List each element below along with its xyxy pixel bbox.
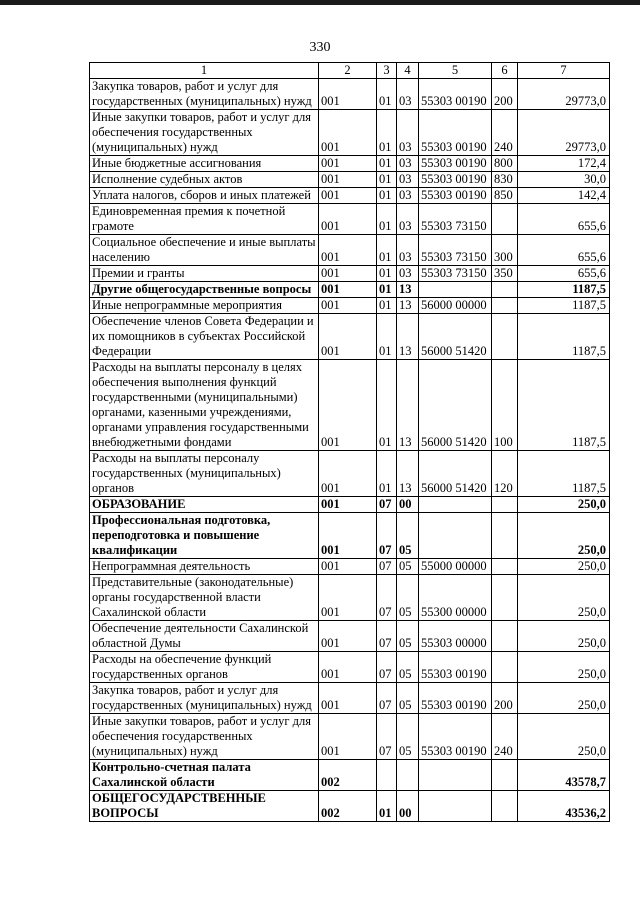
row-amount-cell: 29773,0 bbox=[518, 110, 610, 156]
row-section-cell: 01 bbox=[377, 235, 397, 266]
row-section-cell: 07 bbox=[377, 652, 397, 683]
table-row bbox=[90, 188, 610, 204]
column-header: 1 bbox=[90, 63, 319, 79]
row-subsection-cell: 03 bbox=[397, 79, 419, 110]
row-section-cell: 01 bbox=[377, 360, 397, 451]
row-target-article-cell bbox=[419, 497, 492, 513]
table-row bbox=[90, 652, 610, 683]
row-expense-type-cell: 300 bbox=[492, 235, 518, 266]
column-header: 6 bbox=[492, 63, 518, 79]
row-code-cell: 001 bbox=[319, 79, 377, 110]
row-amount-cell: 172,4 bbox=[518, 156, 610, 172]
row-amount-cell: 1187,5 bbox=[518, 314, 610, 360]
row-code-cell: 001 bbox=[319, 314, 377, 360]
row-code-cell: 001 bbox=[319, 204, 377, 235]
row-code-cell: 002 bbox=[319, 791, 377, 822]
row-target-article-cell: 56000 51420 bbox=[419, 360, 492, 451]
row-section-cell: 01 bbox=[377, 314, 397, 360]
row-name-cell: Обеспечение деятельности Сахалинской областной Думы bbox=[90, 621, 319, 652]
row-code-cell: 001 bbox=[319, 513, 377, 559]
row-expense-type-cell: 830 bbox=[492, 172, 518, 188]
row-amount-cell: 1187,5 bbox=[518, 282, 610, 298]
row-name-cell: Иные закупки товаров, работ и услуг для обеспечения государственных (муниципальных) нужд bbox=[90, 714, 319, 760]
row-section-cell: 01 bbox=[377, 298, 397, 314]
row-target-article-cell bbox=[419, 513, 492, 559]
table-body bbox=[90, 79, 610, 822]
row-section-cell: 01 bbox=[377, 110, 397, 156]
row-target-article-cell: 55303 00000 bbox=[419, 621, 492, 652]
row-subsection-cell: 03 bbox=[397, 188, 419, 204]
row-expense-type-cell bbox=[492, 314, 518, 360]
row-expense-type-cell: 200 bbox=[492, 79, 518, 110]
row-expense-type-cell: 850 bbox=[492, 188, 518, 204]
row-subsection-cell: 05 bbox=[397, 559, 419, 575]
row-subsection-cell: 00 bbox=[397, 791, 419, 822]
row-code-cell: 001 bbox=[319, 451, 377, 497]
row-name-cell: Непрограммная деятельность bbox=[90, 559, 319, 575]
row-name-cell: Обеспечение членов Совета Федерации и их помощников в субъектах Российской Федерации bbox=[90, 314, 319, 360]
row-amount-cell: 29773,0 bbox=[518, 79, 610, 110]
row-target-article-cell bbox=[419, 282, 492, 298]
header-row bbox=[90, 63, 610, 79]
table-row bbox=[90, 110, 610, 156]
row-expense-type-cell bbox=[492, 791, 518, 822]
row-expense-type-cell: 120 bbox=[492, 451, 518, 497]
column-header: 5 bbox=[419, 63, 492, 79]
row-subsection-cell: 13 bbox=[397, 360, 419, 451]
table-row bbox=[90, 791, 610, 822]
row-section-cell: 01 bbox=[377, 156, 397, 172]
row-expense-type-cell bbox=[492, 204, 518, 235]
column-header: 2 bbox=[319, 63, 377, 79]
row-amount-cell: 43536,2 bbox=[518, 791, 610, 822]
table-row bbox=[90, 156, 610, 172]
row-amount-cell: 43578,7 bbox=[518, 760, 610, 791]
row-name-cell: Расходы на обеспечение функций государственных органов bbox=[90, 652, 319, 683]
row-amount-cell: 30,0 bbox=[518, 172, 610, 188]
row-expense-type-cell: 350 bbox=[492, 266, 518, 282]
row-subsection-cell: 03 bbox=[397, 235, 419, 266]
row-name-cell: Закупка товаров, работ и услуг для государственных (муниципальных) нужд bbox=[90, 79, 319, 110]
row-target-article-cell: 55303 00190 bbox=[419, 683, 492, 714]
row-expense-type-cell bbox=[492, 559, 518, 575]
row-subsection-cell: 13 bbox=[397, 451, 419, 497]
row-amount-cell: 1187,5 bbox=[518, 360, 610, 451]
row-subsection-cell: 05 bbox=[397, 513, 419, 559]
table-row bbox=[90, 298, 610, 314]
row-name-cell: Премии и гранты bbox=[90, 266, 319, 282]
table-row bbox=[90, 451, 610, 497]
row-code-cell: 001 bbox=[319, 621, 377, 652]
column-header: 4 bbox=[397, 63, 419, 79]
row-code-cell: 001 bbox=[319, 575, 377, 621]
row-name-cell: Расходы на выплаты персоналу в целях обеспечения выполнения функций государственными (муниципальными) органами, казенными учреждениями, органами управления государственными внебюджетными фондами bbox=[90, 360, 319, 451]
row-amount-cell: 250,0 bbox=[518, 559, 610, 575]
table-row bbox=[90, 683, 610, 714]
row-code-cell: 001 bbox=[319, 714, 377, 760]
row-section-cell: 01 bbox=[377, 791, 397, 822]
row-code-cell: 001 bbox=[319, 683, 377, 714]
row-target-article-cell: 55303 00190 bbox=[419, 110, 492, 156]
row-section-cell: 07 bbox=[377, 621, 397, 652]
table-row bbox=[90, 172, 610, 188]
budget-table bbox=[89, 62, 610, 822]
table-row bbox=[90, 559, 610, 575]
row-amount-cell: 655,6 bbox=[518, 204, 610, 235]
row-section-cell: 07 bbox=[377, 714, 397, 760]
row-name-cell: ОБЩЕГОСУДАРСТВЕННЫЕ ВОПРОСЫ bbox=[90, 791, 319, 822]
row-target-article-cell: 56000 51420 bbox=[419, 451, 492, 497]
row-target-article-cell: 55303 73150 bbox=[419, 266, 492, 282]
row-section-cell: 07 bbox=[377, 559, 397, 575]
row-target-article-cell: 55300 00000 bbox=[419, 575, 492, 621]
row-code-cell: 001 bbox=[319, 497, 377, 513]
table-row bbox=[90, 621, 610, 652]
row-amount-cell: 655,6 bbox=[518, 235, 610, 266]
row-name-cell: Расходы на выплаты персоналу государственных (муниципальных) органов bbox=[90, 451, 319, 497]
row-subsection-cell: 05 bbox=[397, 714, 419, 760]
row-section-cell: 01 bbox=[377, 188, 397, 204]
row-amount-cell: 250,0 bbox=[518, 497, 610, 513]
row-target-article-cell: 56000 00000 bbox=[419, 298, 492, 314]
table-row bbox=[90, 204, 610, 235]
row-subsection-cell: 03 bbox=[397, 156, 419, 172]
row-expense-type-cell bbox=[492, 282, 518, 298]
row-subsection-cell bbox=[397, 760, 419, 791]
row-code-cell: 002 bbox=[319, 760, 377, 791]
row-subsection-cell: 05 bbox=[397, 683, 419, 714]
table-row bbox=[90, 513, 610, 559]
row-name-cell: Контрольно-счетная палата Сахалинской области bbox=[90, 760, 319, 791]
column-header: 7 bbox=[518, 63, 610, 79]
row-target-article-cell: 55303 73150 bbox=[419, 204, 492, 235]
row-subsection-cell: 05 bbox=[397, 652, 419, 683]
row-amount-cell: 250,0 bbox=[518, 575, 610, 621]
row-subsection-cell: 13 bbox=[397, 298, 419, 314]
row-section-cell: 07 bbox=[377, 497, 397, 513]
row-code-cell: 001 bbox=[319, 266, 377, 282]
row-code-cell: 001 bbox=[319, 652, 377, 683]
row-subsection-cell: 13 bbox=[397, 282, 419, 298]
page-number: 330 bbox=[309, 40, 331, 55]
row-section-cell: 01 bbox=[377, 172, 397, 188]
row-expense-type-cell: 240 bbox=[492, 110, 518, 156]
row-subsection-cell: 03 bbox=[397, 110, 419, 156]
row-amount-cell: 1187,5 bbox=[518, 298, 610, 314]
row-subsection-cell: 05 bbox=[397, 575, 419, 621]
row-section-cell: 01 bbox=[377, 282, 397, 298]
row-expense-type-cell: 200 bbox=[492, 683, 518, 714]
row-section-cell: 07 bbox=[377, 513, 397, 559]
row-name-cell: Уплата налогов, сборов и иных платежей bbox=[90, 188, 319, 204]
table-row bbox=[90, 497, 610, 513]
row-target-article-cell: 55303 00190 bbox=[419, 652, 492, 683]
table-row bbox=[90, 235, 610, 266]
row-code-cell: 001 bbox=[319, 559, 377, 575]
row-subsection-cell: 13 bbox=[397, 314, 419, 360]
row-section-cell: 07 bbox=[377, 683, 397, 714]
row-target-article-cell: 56000 51420 bbox=[419, 314, 492, 360]
row-section-cell: 01 bbox=[377, 204, 397, 235]
row-amount-cell: 250,0 bbox=[518, 513, 610, 559]
row-code-cell: 001 bbox=[319, 282, 377, 298]
row-expense-type-cell bbox=[492, 652, 518, 683]
row-name-cell: Закупка товаров, работ и услуг для государственных (муниципальных) нужд bbox=[90, 683, 319, 714]
row-expense-type-cell bbox=[492, 298, 518, 314]
row-subsection-cell: 03 bbox=[397, 266, 419, 282]
table-row bbox=[90, 360, 610, 451]
row-code-cell: 001 bbox=[319, 298, 377, 314]
row-expense-type-cell bbox=[492, 513, 518, 559]
row-amount-cell: 142,4 bbox=[518, 188, 610, 204]
row-name-cell: Другие общегосударственные вопросы bbox=[90, 282, 319, 298]
row-code-cell: 001 bbox=[319, 360, 377, 451]
row-subsection-cell: 03 bbox=[397, 172, 419, 188]
row-name-cell: Единовременная премия к почетной грамоте bbox=[90, 204, 319, 235]
row-expense-type-cell bbox=[492, 621, 518, 652]
table-row bbox=[90, 282, 610, 298]
row-target-article-cell bbox=[419, 791, 492, 822]
row-expense-type-cell: 240 bbox=[492, 714, 518, 760]
row-amount-cell: 250,0 bbox=[518, 714, 610, 760]
row-name-cell: Профессиональная подготовка, переподготовка и повышение квалификации bbox=[90, 513, 319, 559]
table-row bbox=[90, 760, 610, 791]
row-section-cell: 01 bbox=[377, 451, 397, 497]
row-name-cell: Исполнение судебных актов bbox=[90, 172, 319, 188]
row-code-cell: 001 bbox=[319, 188, 377, 204]
table-row bbox=[90, 314, 610, 360]
row-target-article-cell bbox=[419, 760, 492, 791]
top-border-rule bbox=[0, 0, 640, 5]
row-target-article-cell: 55303 73150 bbox=[419, 235, 492, 266]
row-name-cell: Иные бюджетные ассигнования bbox=[90, 156, 319, 172]
row-code-cell: 001 bbox=[319, 172, 377, 188]
row-code-cell: 001 bbox=[319, 156, 377, 172]
row-section-cell bbox=[377, 760, 397, 791]
row-amount-cell: 655,6 bbox=[518, 266, 610, 282]
row-target-article-cell: 55303 00190 bbox=[419, 156, 492, 172]
row-expense-type-cell: 800 bbox=[492, 156, 518, 172]
row-amount-cell: 1187,5 bbox=[518, 451, 610, 497]
row-target-article-cell: 55303 00190 bbox=[419, 79, 492, 110]
row-name-cell: Иные непрограммные мероприятия bbox=[90, 298, 319, 314]
row-name-cell: Представительные (законодательные) органы государственной власти Сахалинской области bbox=[90, 575, 319, 621]
row-target-article-cell: 55303 00190 bbox=[419, 172, 492, 188]
row-target-article-cell: 55303 00190 bbox=[419, 188, 492, 204]
row-expense-type-cell bbox=[492, 760, 518, 791]
table-row bbox=[90, 714, 610, 760]
row-amount-cell: 250,0 bbox=[518, 621, 610, 652]
row-code-cell: 001 bbox=[319, 110, 377, 156]
column-header: 3 bbox=[377, 63, 397, 79]
row-name-cell: Социальное обеспечение и иные выплаты населению bbox=[90, 235, 319, 266]
row-target-article-cell: 55000 00000 bbox=[419, 559, 492, 575]
row-code-cell: 001 bbox=[319, 235, 377, 266]
table-row bbox=[90, 266, 610, 282]
row-section-cell: 01 bbox=[377, 266, 397, 282]
table-row bbox=[90, 575, 610, 621]
row-section-cell: 01 bbox=[377, 79, 397, 110]
table-row bbox=[90, 79, 610, 110]
row-expense-type-cell bbox=[492, 575, 518, 621]
row-name-cell: ОБРАЗОВАНИЕ bbox=[90, 497, 319, 513]
row-subsection-cell: 03 bbox=[397, 204, 419, 235]
row-expense-type-cell bbox=[492, 497, 518, 513]
row-amount-cell: 250,0 bbox=[518, 652, 610, 683]
row-amount-cell: 250,0 bbox=[518, 683, 610, 714]
row-expense-type-cell: 100 bbox=[492, 360, 518, 451]
row-section-cell: 07 bbox=[377, 575, 397, 621]
row-subsection-cell: 00 bbox=[397, 497, 419, 513]
row-subsection-cell: 05 bbox=[397, 621, 419, 652]
row-target-article-cell: 55303 00190 bbox=[419, 714, 492, 760]
row-name-cell: Иные закупки товаров, работ и услуг для обеспечения государственных (муниципальных) нужд bbox=[90, 110, 319, 156]
